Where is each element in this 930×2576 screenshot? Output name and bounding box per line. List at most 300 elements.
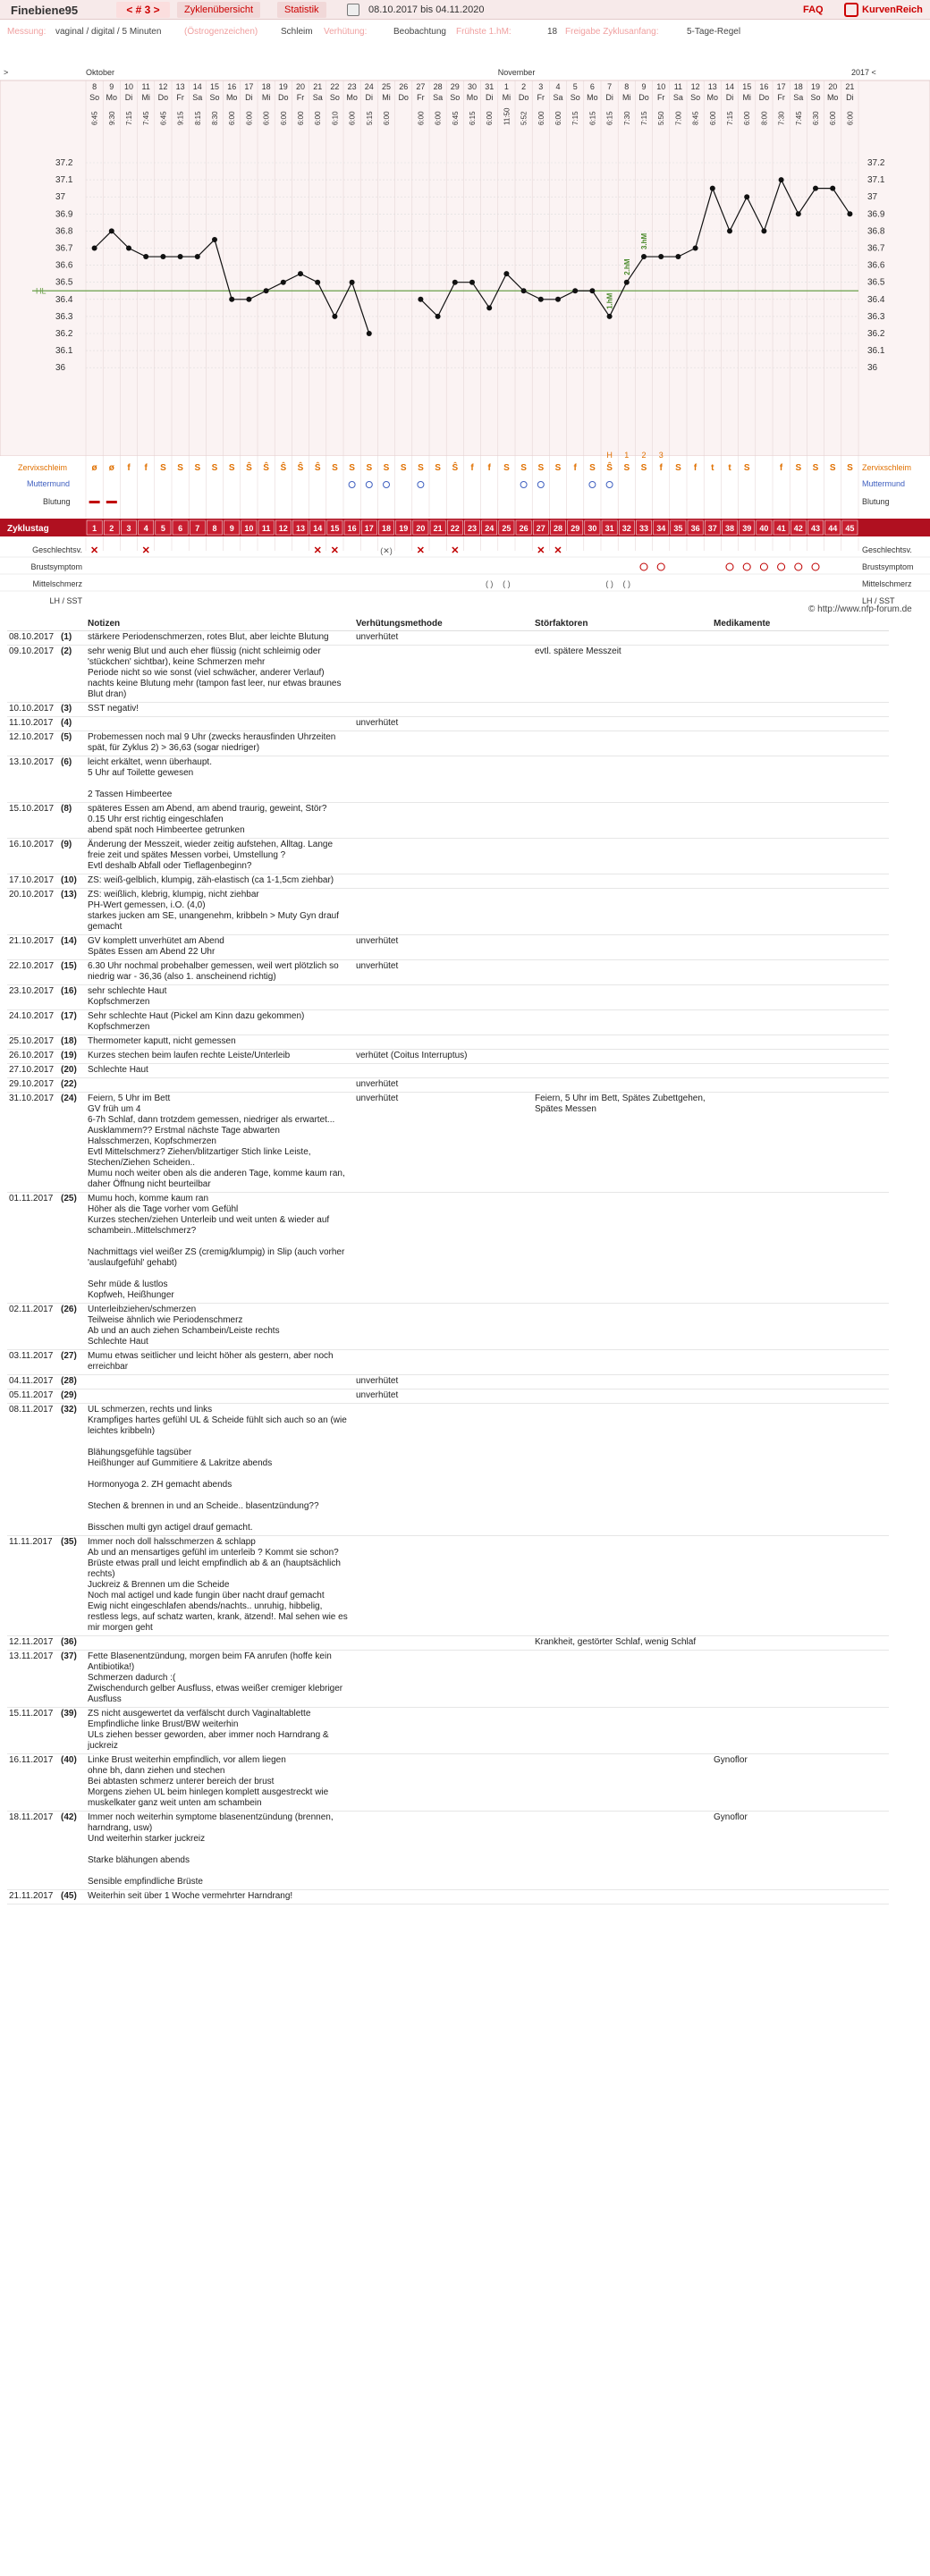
weekday-label: Sa <box>192 93 203 102</box>
cycle-day-label: 25 <box>502 524 512 533</box>
temp-point <box>641 254 647 259</box>
col-verhuetung: Verhütungsmethode <box>354 617 533 631</box>
temp-point <box>727 228 732 233</box>
day-label: 8 <box>92 82 97 91</box>
note-cell-day: (13) <box>59 889 86 935</box>
blutung-mark <box>89 501 100 503</box>
temp-point <box>246 297 251 302</box>
ytick-left: 36.5 <box>55 277 73 288</box>
time-label: 7:15 <box>640 111 648 125</box>
time-label: 6:00 <box>383 111 391 125</box>
table-row <box>7 1093 889 1193</box>
time-label: 6:00 <box>297 111 305 125</box>
ytick-left: 36.8 <box>55 226 73 237</box>
note-cell-day: (16) <box>59 985 86 1010</box>
day-label: 18 <box>793 82 803 91</box>
note-cell-sf <box>533 1404 712 1536</box>
note-cell-med <box>712 1035 889 1050</box>
table-row <box>7 1050 889 1064</box>
day-label: 19 <box>278 82 288 91</box>
temp-point <box>538 297 544 302</box>
note-cell-date: 26.10.2017 <box>7 1050 59 1064</box>
cycle-day-label: 41 <box>776 524 786 533</box>
note-cell-sf <box>533 1193 712 1304</box>
note-cell-sf <box>533 1050 712 1064</box>
zervix-symbol: S <box>503 463 510 473</box>
note-cell-sf <box>533 935 712 960</box>
note-cell-text: ZS: weißlich, klebrig, klumpig, nicht ziehbar PH-Wert gemessen, i.O. (4,0) starkes jucken am SE, unangenehm, kribbeln > Muty Gyn drauf gemacht <box>86 889 354 935</box>
brust-mark <box>743 563 750 570</box>
day-label: 21 <box>313 82 323 91</box>
weekday-label: Fr <box>417 93 425 102</box>
note-cell-text: Mumu etwas seitlicher und leicht höher als gestern, aber noch erreichbar <box>86 1350 354 1375</box>
note-cell-date: 09.10.2017 <box>7 646 59 703</box>
weekday-label: Mo <box>826 93 839 102</box>
cycle-pager[interactable]: < # 3 > <box>116 2 170 18</box>
table-row <box>7 1350 889 1375</box>
gv-mark: (✕) <box>380 546 393 555</box>
table-row <box>7 1890 889 1905</box>
brust-mark <box>778 563 785 570</box>
note-cell-vm <box>354 889 533 935</box>
table-row <box>7 1389 889 1404</box>
time-label: 7:15 <box>726 111 734 125</box>
time-label: 6:15 <box>469 111 477 125</box>
ytick-right: 36.3 <box>867 311 885 322</box>
cycle-chart-svg <box>0 68 930 604</box>
table-row <box>7 1754 889 1812</box>
mittelschmerz-mark: ( ) <box>485 579 494 588</box>
note-cell-day: (40) <box>59 1754 86 1812</box>
temp-point <box>813 186 818 191</box>
zervix-symbol: S <box>383 463 390 473</box>
time-label: 7:00 <box>674 111 683 125</box>
weekday-label: Mo <box>587 93 598 102</box>
day-label: 13 <box>175 82 185 91</box>
note-cell-day: (17) <box>59 1010 86 1035</box>
freigabe-label: Freigabe Zyklusanfang: <box>565 27 659 37</box>
time-label: 7:30 <box>622 111 631 125</box>
cycle-day-label: 15 <box>330 524 340 533</box>
cycle-day-label: 9 <box>229 524 234 533</box>
day-label: 9 <box>641 82 647 91</box>
zervix-symbol: S <box>160 463 166 473</box>
temp-point <box>624 280 630 285</box>
time-label: 6:15 <box>588 111 597 125</box>
ytick-left: 36 <box>55 363 66 374</box>
hoch-label: 3 <box>658 451 664 460</box>
nav-next: 2017 < <box>851 68 876 77</box>
note-cell-date: 10.10.2017 <box>7 703 59 717</box>
note-cell-day: (6) <box>59 756 86 803</box>
cycle-chart <box>0 68 930 604</box>
mittelschmerz-mark: ( ) <box>622 579 631 588</box>
cycle-day-label: 12 <box>278 524 288 533</box>
day-label: 13 <box>707 82 717 91</box>
temp-point <box>830 186 835 191</box>
note-cell-date: 11.10.2017 <box>7 717 59 731</box>
day-label: 6 <box>589 82 595 91</box>
temp-point <box>178 254 183 259</box>
note-cell-date: 03.11.2017 <box>7 1350 59 1375</box>
weekday-label: So <box>209 93 220 102</box>
temp-point <box>160 254 165 259</box>
note-cell-day: (36) <box>59 1636 86 1651</box>
note-cell-day: (39) <box>59 1708 86 1754</box>
time-label: 6:45 <box>90 111 99 125</box>
table-row <box>7 646 889 703</box>
cycle-day-label: 39 <box>742 524 752 533</box>
time-label: 8:45 <box>691 111 700 125</box>
time-label: 9:15 <box>176 111 185 125</box>
gv-mark: ✕ <box>416 545 426 556</box>
notes-table <box>7 617 889 1905</box>
day-label: 18 <box>261 82 271 91</box>
temp-point <box>521 288 527 293</box>
oestrogen-label: (Östrogenzeichen) <box>184 27 258 37</box>
row-label: Geschlechtsv. <box>32 545 82 554</box>
note-cell-text: SST negativ! <box>86 703 354 717</box>
zervix-symbol: Ŝ <box>297 463 304 473</box>
temp-point <box>710 186 715 191</box>
note-cell-text: sehr wenig Blut und auch eher flüssig (nicht schleimig oder 'stückchen' sichtbar), keine Schmerzen mehr Periode nicht so wie sonst (viel schwächer, anderer Verlauf) nachts keine Blutung mehr (tampon fast leer, nur etwas braunes Blut dran) <box>86 646 354 703</box>
note-cell-text <box>86 1636 354 1651</box>
cycle-day-label: 20 <box>416 524 426 533</box>
cycle-day-label: 5 <box>160 524 165 533</box>
time-label: 6:00 <box>262 111 271 125</box>
user-name: Finebiene95 <box>11 4 79 17</box>
day-label: 1 <box>503 82 509 91</box>
row-label: Mittelschmerz <box>32 579 82 588</box>
note-cell-date: 05.11.2017 <box>7 1389 59 1404</box>
note-cell-text: späteres Essen am Abend, am abend traurig, geweint, Stör? 0.15 Uhr erst richtig eingeschlafen abend spät noch Himbeertee getrunken <box>86 803 354 839</box>
cycle-day-label: 34 <box>656 524 666 533</box>
zervix-symbol: Ŝ <box>314 463 321 473</box>
note-cell-vm <box>354 1890 533 1905</box>
zervix-symbol: f <box>470 463 474 473</box>
table-row <box>7 1064 889 1078</box>
temp-point <box>298 271 303 276</box>
note-cell-med <box>712 889 889 935</box>
gv-mark: ✕ <box>451 545 460 556</box>
day-label: 5 <box>572 82 578 91</box>
time-label: 9:30 <box>107 111 116 125</box>
note-cell-vm: unverhütet <box>354 1375 533 1389</box>
table-row <box>7 985 889 1010</box>
time-label: 6:00 <box>279 111 288 125</box>
note-cell-med <box>712 803 889 839</box>
table-row <box>7 631 889 646</box>
brust-mark <box>795 563 802 570</box>
table-row <box>7 1812 889 1890</box>
time-label: 6:45 <box>159 111 168 125</box>
note-cell-text: GV komplett unverhütet am Abend Spätes Essen am Abend 22 Uhr <box>86 935 354 960</box>
day-label: 16 <box>759 82 769 91</box>
note-cell-vm: unverhütet <box>354 960 533 985</box>
tab-statistics[interactable]: Statistik <box>277 2 326 18</box>
time-label: 6:00 <box>554 111 562 125</box>
note-cell-day: (29) <box>59 1389 86 1404</box>
note-cell-sf <box>533 874 712 889</box>
zervix-symbol: ø <box>108 463 114 473</box>
note-cell-date: 16.11.2017 <box>7 1754 59 1812</box>
time-label: 6:00 <box>348 111 357 125</box>
zervix-label: Zervixschleim <box>18 463 68 472</box>
copyright: © http://www.nfp-forum.de <box>808 604 912 614</box>
day-label: 3 <box>538 82 544 91</box>
cycle-day-label: 3 <box>126 524 131 533</box>
note-cell-sf <box>533 1389 712 1404</box>
day-label: 22 <box>330 82 340 91</box>
zervix-symbol: S <box>640 463 647 473</box>
time-label: 6:00 <box>537 111 545 125</box>
ytick-left: 37 <box>55 192 66 203</box>
day-label: 21 <box>845 82 855 91</box>
day-label: 17 <box>244 82 254 91</box>
note-cell-sf <box>533 631 712 646</box>
note-cell-med <box>712 1010 889 1035</box>
weekday-label: Di <box>605 93 613 102</box>
ytick-right: 36.7 <box>867 243 885 254</box>
weekday-label: Mi <box>502 93 512 102</box>
day-label: 10 <box>656 82 666 91</box>
ytick-right: 36.2 <box>867 329 885 339</box>
cycle-day-label: 11 <box>261 524 271 533</box>
note-cell-day: (10) <box>59 874 86 889</box>
weekday-label: Mi <box>261 93 271 102</box>
weekday-label: Di <box>725 93 734 102</box>
note-cell-med <box>712 1350 889 1375</box>
zervix-symbol: Ŝ <box>606 463 613 473</box>
col-notes: Notizen <box>86 617 354 631</box>
weekday-label: Do <box>518 93 529 102</box>
muttermund-label-right: Muttermund <box>862 479 906 488</box>
time-label: 6:00 <box>743 111 752 125</box>
muttermund-label: Muttermund <box>27 479 71 488</box>
weekday-label: Mo <box>346 93 358 102</box>
zervix-symbol: S <box>743 463 750 473</box>
day-label: 23 <box>347 82 357 91</box>
time-label: 5:50 <box>657 111 666 125</box>
note-cell-date: 13.11.2017 <box>7 1651 59 1708</box>
chart-background <box>0 80 930 456</box>
zervix-symbol: f <box>144 463 148 473</box>
note-cell-sf <box>533 1812 712 1890</box>
day-label: 15 <box>209 82 220 91</box>
note-cell-vm: unverhütet <box>354 1389 533 1404</box>
note-cell-date: 01.11.2017 <box>7 1193 59 1304</box>
note-cell-date: 27.10.2017 <box>7 1064 59 1078</box>
zervix-label-right: Zervixschleim <box>862 463 912 472</box>
note-cell-vm <box>354 1754 533 1812</box>
weekday-label: Do <box>758 93 770 102</box>
note-cell-day: (20) <box>59 1064 86 1078</box>
time-label: 6:00 <box>228 111 237 125</box>
note-cell-sf <box>533 717 712 731</box>
note-cell-text: Immer noch weiterhin symptome blasenentzündung (brennen, harndrang, usw) Und weiterhin starker juckreiz Starke blähungen abends Sensible empfindliche Brüste <box>86 1812 354 1890</box>
ytick-right: 36.6 <box>867 260 885 271</box>
zyklustag-label: Zyklustag <box>7 524 49 534</box>
mittelschmerz-mark: ( ) <box>605 579 613 588</box>
note-cell-med <box>712 1636 889 1651</box>
table-row <box>7 839 889 874</box>
cycle-day-label: 2 <box>109 524 114 533</box>
time-label: 7:45 <box>142 111 151 125</box>
kurvenreich-logo[interactable] <box>844 2 923 18</box>
zervix-symbol: S <box>795 463 802 473</box>
zervix-symbol: f <box>779 463 783 473</box>
tab-cycle-overview[interactable]: Zyklenübersicht <box>177 2 260 18</box>
cycle-day-label: 33 <box>638 524 649 533</box>
table-row <box>7 935 889 960</box>
note-cell-sf: evtl. spätere Messzeit <box>533 646 712 703</box>
note-cell-sf <box>533 1375 712 1389</box>
ytick-right: 36.8 <box>867 226 885 237</box>
temp-point <box>281 280 286 285</box>
temp-point <box>486 305 492 310</box>
note-cell-vm <box>354 874 533 889</box>
note-cell-med <box>712 839 889 874</box>
gv-mark: ✕ <box>554 545 562 556</box>
note-cell-sf: Feiern, 5 Uhr im Bett, Spätes Zubettgehen, Spätes Messen <box>533 1093 712 1193</box>
time-label: 6:00 <box>708 111 717 125</box>
note-cell-vm <box>354 1035 533 1050</box>
note-cell-text: Thermometer kaputt, nicht gemessen <box>86 1035 354 1050</box>
zervix-symbol: ø <box>91 463 97 473</box>
note-cell-text: Fette Blasenentzündung, morgen beim FA anrufen (hoffe kein Antibiotika!) Schmerzen dadurch :( Zwischendurch gelber Ausfluss, etwas weißer cremiger klebriger Ausfluss <box>86 1651 354 1708</box>
note-cell-vm <box>354 803 533 839</box>
cycle-day-label: 14 <box>313 524 323 533</box>
time-label: 11:50 <box>503 107 512 125</box>
zervix-symbol: Ŝ <box>263 463 269 473</box>
gv-mark: ✕ <box>537 545 545 556</box>
note-cell-sf: Krankheit, gestörter Schlaf, wenig Schlaf <box>533 1636 712 1651</box>
zervix-symbol: S <box>418 463 424 473</box>
temp-point <box>847 211 852 216</box>
time-label: 8:15 <box>193 111 202 125</box>
temp-point <box>589 288 595 293</box>
note-cell-med <box>712 1193 889 1304</box>
table-row <box>7 1636 889 1651</box>
time-label: 7:30 <box>777 111 786 125</box>
day-label: 12 <box>158 82 168 91</box>
note-cell-vm: verhütet (Coitus Interruptus) <box>354 1050 533 1064</box>
cycle-day-label: 36 <box>690 524 700 533</box>
brust-mark <box>726 563 733 570</box>
weekday-label: Do <box>278 93 289 102</box>
weekday-label: So <box>329 93 340 102</box>
temp-point <box>264 288 269 293</box>
col-medikamente: Medikamente <box>712 617 889 631</box>
day-label: 15 <box>742 82 752 91</box>
blutung-label: Blutung <box>43 497 71 506</box>
fruehste-label: Frühste 1.hM: <box>456 27 512 37</box>
print-icon[interactable] <box>347 4 359 16</box>
temp-point <box>572 288 578 293</box>
note-cell-vm <box>354 1010 533 1035</box>
note-cell-med <box>712 1651 889 1708</box>
note-cell-text: leicht erkältet, wenn überhaupt. 5 Uhr auf Toilette gewesen 2 Tassen Himbeertee <box>86 756 354 803</box>
weekday-label: Fr <box>537 93 545 102</box>
table-row <box>7 960 889 985</box>
time-label: 6:10 <box>331 111 340 125</box>
note-cell-med <box>712 1708 889 1754</box>
note-cell-date: 08.10.2017 <box>7 631 59 646</box>
note-cell-day: (15) <box>59 960 86 985</box>
temp-point <box>195 254 200 259</box>
zervix-symbol: S <box>177 463 183 473</box>
day-label: 10 <box>123 82 134 91</box>
ytick-left: 37.1 <box>55 175 73 186</box>
note-cell-vm <box>354 985 533 1010</box>
temp-point <box>126 246 131 251</box>
day-label: 7 <box>607 82 613 91</box>
note-cell-day: (37) <box>59 1651 86 1708</box>
note-cell-med <box>712 935 889 960</box>
zervix-symbol: S <box>847 463 853 473</box>
messung-value: vaginal / digital / 5 Minuten <box>55 27 162 37</box>
time-label: 8:30 <box>211 111 219 125</box>
weekday-label: Sa <box>672 93 683 102</box>
ytick-right: 36.1 <box>867 346 885 357</box>
note-cell-date: 29.10.2017 <box>7 1078 59 1093</box>
day-label: 19 <box>810 82 821 91</box>
note-cell-text: UL schmerzen, rechts und links Krampfiges hartes gefühl UL & Scheide fühlt sich auch so an (wie leichtes kribbeln) Blähungsgefühle tagsüber Heißhunger auf Gummitiere & Lakritze abends Hormonyoga 2. ZH gemacht abends Stechen & brennen in und an Scheide.. blasentzündung?? Bisschen multi gyn actigel drauf gemacht. <box>86 1404 354 1536</box>
zervix-symbol: S <box>623 463 630 473</box>
cycle-day-label: 4 <box>143 524 148 533</box>
note-cell-vm <box>354 1708 533 1754</box>
messung-label: Messung: <box>7 27 46 37</box>
gv-mark: ✕ <box>313 545 322 556</box>
cycle-day-label: 44 <box>828 524 838 533</box>
note-cell-med <box>712 756 889 803</box>
weekday-label: Sa <box>793 93 804 102</box>
note-cell-text: stärkere Periodenschmerzen, rotes Blut, aber leichte Blutung <box>86 631 354 646</box>
zervix-symbol: S <box>675 463 681 473</box>
verhuetung-value: Beobachtung <box>393 27 446 37</box>
day-label: 31 <box>485 82 495 91</box>
note-cell-med <box>712 1389 889 1404</box>
note-cell-med <box>712 1078 889 1093</box>
note-cell-day: (9) <box>59 839 86 874</box>
cycle-day-label: 7 <box>195 524 200 533</box>
note-cell-date: 24.10.2017 <box>7 1010 59 1035</box>
note-cell-date: 31.10.2017 <box>7 1093 59 1193</box>
ytick-right: 36.5 <box>867 277 885 288</box>
weekday-label: Fr <box>296 93 305 102</box>
note-cell-vm <box>354 839 533 874</box>
faq-link[interactable]: FAQ <box>803 4 824 15</box>
note-cell-text: Linke Brust weiterhin empfindlich, vor allem liegen ohne bh, dann ziehen und stechen Bei abtasten schmerz unterer bereich der brust Morgens ziehen UL beim hinlegen komplett ausgestreckt wie muskelkater ganz weit unten am schambein <box>86 1754 354 1812</box>
note-cell-text <box>86 1389 354 1404</box>
note-cell-sf <box>533 1010 712 1035</box>
note-cell-date: 15.10.2017 <box>7 803 59 839</box>
note-cell-text: Änderung der Messzeit, wieder zeitig aufstehen, Alltag. Lange freie zeit und spätes Messen vorbei, Umstellung ? Evtl deshalb Abfall oder Tieflagenbeginn? <box>86 839 354 874</box>
zervix-symbol: Ŝ <box>452 463 459 473</box>
note-cell-date: 13.10.2017 <box>7 756 59 803</box>
note-cell-text: sehr schlechte Haut Kopfschmerzen <box>86 985 354 1010</box>
note-cell-day: (22) <box>59 1078 86 1093</box>
note-cell-text: Kurzes stechen beim laufen rechte Leiste/Unterleib <box>86 1050 354 1064</box>
logo-icon <box>844 3 858 17</box>
zervix-symbol: S <box>554 463 562 473</box>
note-cell-sf <box>533 1536 712 1636</box>
col-day <box>59 617 86 631</box>
time-label: 6:00 <box>314 111 323 125</box>
note-cell-vm <box>354 1636 533 1651</box>
table-row <box>7 1010 889 1035</box>
note-cell-vm: unverhütet <box>354 631 533 646</box>
